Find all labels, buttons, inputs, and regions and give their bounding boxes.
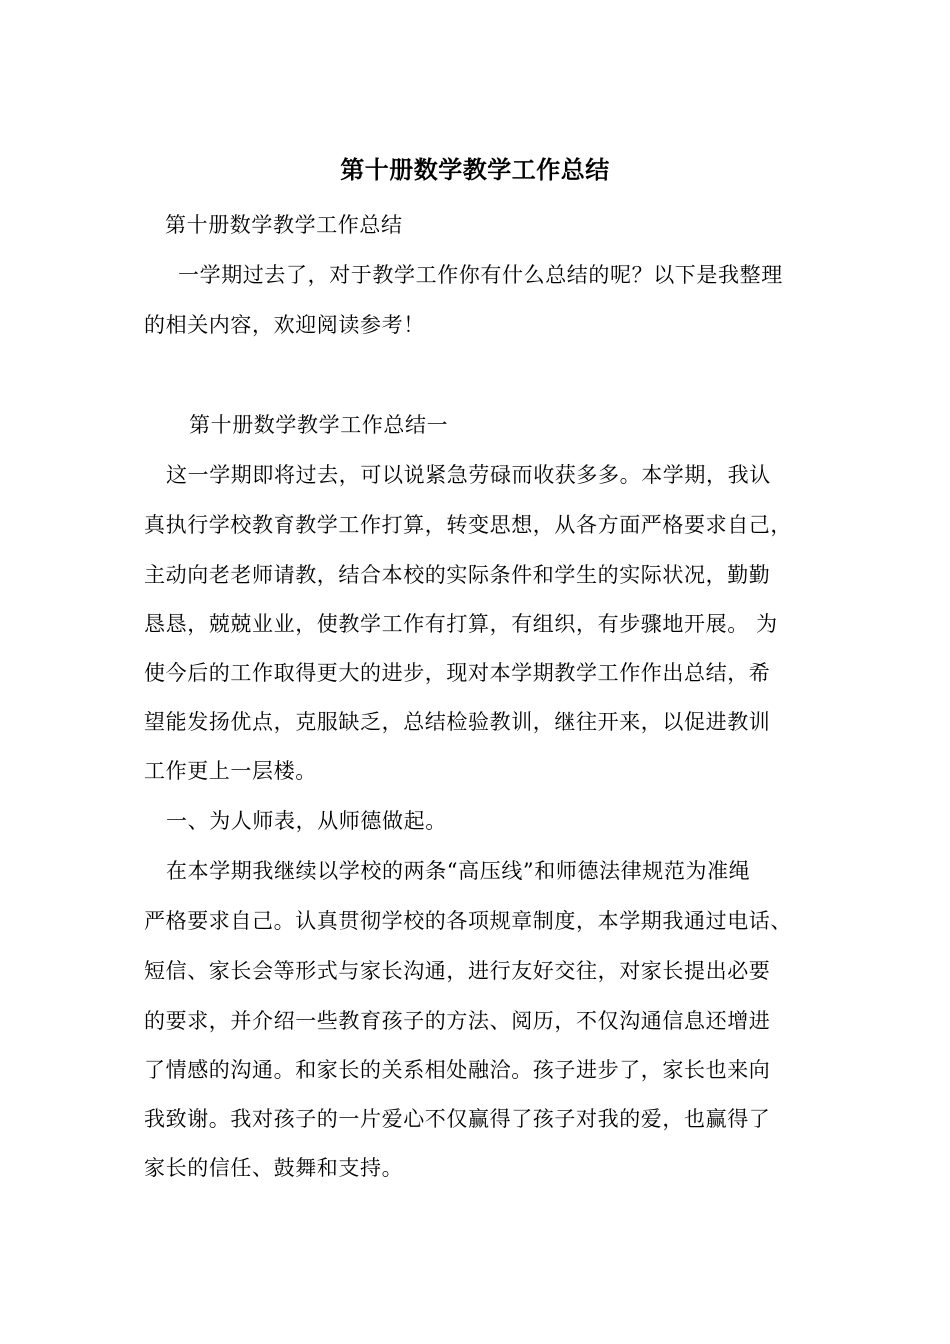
section-heading-2: 一、为人师表，从师德做起。 xyxy=(166,809,447,833)
paragraph-2-line-4: 的要求，并介绍一些教育孩子的方法、阅历，不仅沟通信息还增进 xyxy=(144,1009,771,1033)
paragraph-2-line-7: 家长的信任、鼓舞和支持。 xyxy=(144,1156,404,1180)
paragraph-1-line-7: 工作更上一层楼。 xyxy=(144,759,317,783)
paragraph-1-line-6: 望能发扬优点，克服缺乏，总结检验教训，继往开来，以促进教训 xyxy=(144,710,771,734)
paragraph-2-line-1: 在本学期我继续以学校的两条“高压线”和师德法律规范为准绳 xyxy=(166,859,751,883)
paragraph-1-line-3: 主动向老老师请教，结合本校的实际条件和学生的实际状况，勤勤 xyxy=(144,563,771,587)
subtitle-line: 第十册数学教学工作总结 xyxy=(165,213,403,237)
paragraph-2-line-2: 严格要求自己。认真贯彻学校的各项规章制度，本学期我通过电话、 xyxy=(144,909,792,933)
paragraph-2-line-5: 了情感的沟通。和家长的关系相处融洽。孩子进步了，家长也来向 xyxy=(144,1058,771,1082)
paragraph-1-line-1: 这一学期即将过去，可以说紧急劳碌而收获多多。本学期，我认 xyxy=(166,463,771,487)
section-heading-1: 第十册数学教学工作总结一 xyxy=(189,413,449,437)
paragraph-2-line-3: 短信、家长会等形式与家长沟通，进行友好交往，对家长提出必要 xyxy=(144,959,771,983)
paragraph-1-line-4: 恳恳，兢兢业业，使教学工作有打算，有组织，有步骤地开展。 为 xyxy=(144,612,778,636)
intro-line-2: 的相关内容，欢迎阅读参考！ xyxy=(144,313,425,337)
paragraph-2-line-6: 我致谢。我对孩子的一片爱心不仅赢得了孩子对我的爱，也赢得了 xyxy=(144,1107,771,1131)
document-title: 第十册数学教学工作总结 xyxy=(340,155,610,184)
paragraph-1-line-5: 使今后的工作取得更大的进步，现对本学期教学工作作出总结，希 xyxy=(144,661,771,685)
intro-line-1: 一学期过去了，对于教学工作你有什么总结的呢？以下是我整理 xyxy=(178,263,783,287)
paragraph-1-line-2: 真执行学校教育教学工作打算，转变思想，从各方面严格要求自己， xyxy=(144,513,792,537)
